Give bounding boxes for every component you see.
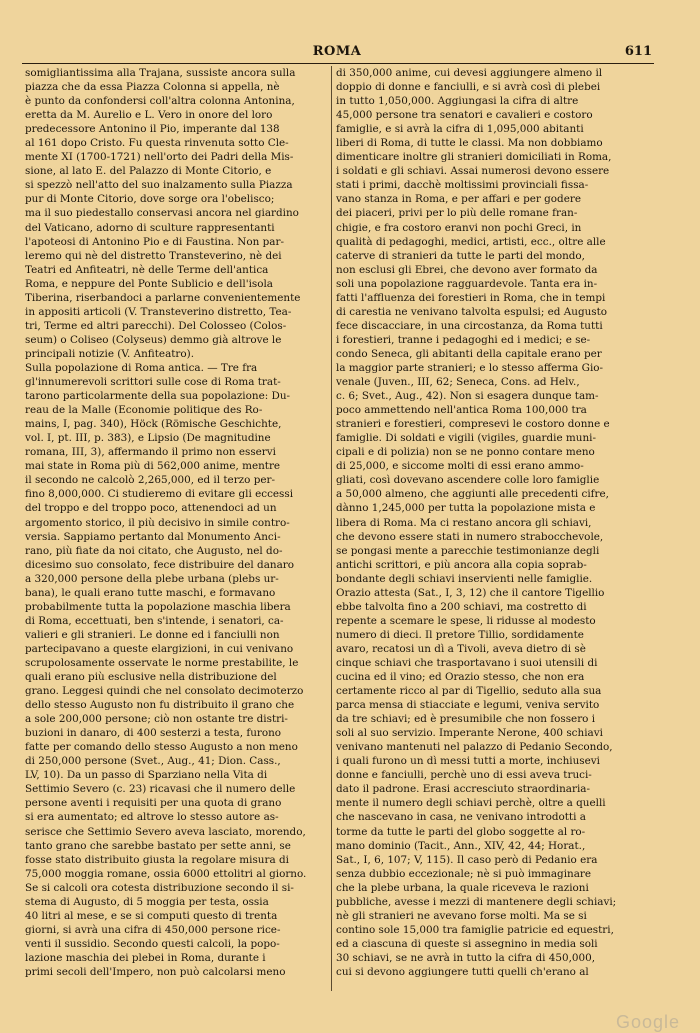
text-line: mano dominio (Tacit., Ann., XIV, 42, 44; Horat., — [336, 839, 586, 852]
text-line: tarono particolarmente della sua popolazione: Du- — [25, 390, 291, 403]
text-line: condo Seneca, gli abitanti della capitale erano per — [336, 347, 602, 360]
text-line: ed a ciascuna di queste si assegnino in media soli — [336, 937, 598, 950]
header-rule — [22, 63, 654, 64]
text-line: che devono essere stati in numero strabocchevole, — [336, 530, 604, 543]
text-line: in appositi articoli (V. Transteverino distretto, Tea- — [25, 305, 292, 318]
text-line: stati i primi, dacchè moltissimi provinciali fissa- — [336, 179, 589, 192]
text-line: quali erano più esclusive nella distribuzione del — [25, 671, 277, 684]
text-line: caterve di stranieri da tutte le parti del mondo, — [336, 249, 585, 262]
text-line: primi secoli dell'Impero, non può calcolarsi meno — [25, 966, 286, 978]
text-line: mains, I, pag. 340), Höck (Römische Geschichte, — [25, 418, 282, 431]
text-line: dànno 1,245,000 per tutta la popolazione mista e — [336, 502, 596, 515]
text-line: LV, 10). Da un passo di Sparziano nella Vita di — [25, 769, 268, 782]
text-line: fece discacciare, in una circostanza, da Roma tutti — [336, 319, 603, 332]
text-line: sione, al lato E. del Palazzo di Monte Citorio, e — [25, 165, 272, 178]
text-line: versia. Sappiamo pertanto dal Monumento Anci- — [25, 530, 281, 543]
text-line: che la plebe urbana, la quale riceveva le razioni — [336, 881, 589, 894]
text-line: tanto grano che sarebbe bastato per sette anni, se — [25, 839, 291, 852]
watermark: Google — [615, 1012, 680, 1032]
text-line: antichi scrittori, e più ancora alla copia soprab- — [336, 558, 587, 571]
page-header — [22, 42, 652, 62]
text-line: il secondo ne calcolò 2,265,000, ed il terzo per- — [25, 474, 275, 487]
text-line: donne e fanciulli, perchè uno di essi aveva truci- — [336, 769, 592, 782]
text-line: lazione maschia dei plebei in Roma, durante i — [25, 951, 266, 964]
text-line: dei piaceri, privi per lo più delle romane fran- — [336, 207, 578, 220]
text-line: reau de la Malle (Economie politique des Ro- — [25, 404, 263, 417]
text-line: giorni, si avrà una cifra di 450,000 persone rice- — [25, 923, 281, 936]
text-line: predecessore Antonino il Pio, imperante dal 138 — [25, 123, 280, 136]
text-line: 45,000 persone tra senatori e cavalieri e costoro — [336, 109, 593, 122]
text-line: di Roma, eccettuati, ben s'intende, i senatori, ca- — [25, 614, 284, 627]
text-line: contino sole 15,000 tra famiglie patricie ed equestri, — [336, 923, 614, 936]
text-line: valieri e gli stranieri. Le donne ed i fanciulli non — [25, 628, 280, 641]
text-line: venti il sussidio. Secondo questi calcoli, la popo- — [25, 937, 280, 950]
text-line: cui si devono aggiungere tutti quelli ch'erano al — [336, 966, 589, 978]
text-line: scrupolosamente osservate le norme prestabilite, le — [25, 656, 299, 669]
text-line: al 161 dopo Cristo. Fu questa rinvenuta sotto Cle- — [25, 137, 289, 150]
text-line: avaro, recatosi un dì a Tivoli, aveva dietro di sè — [336, 642, 586, 655]
text-line: somigliantissima alla Trajana, sussiste ancora sulla — [25, 67, 296, 79]
text-line: in tutto 1,050,000. Aggiungasi la cifra di altre — [336, 95, 579, 108]
text-line: ma il suo piedestallo conservasi ancora nel giardino — [25, 207, 299, 220]
text-line: venivano mantenuti nel palazzo di Pedanio Secondo, — [336, 741, 613, 754]
text-line: soli una popolazione ragguardevole. Tanta era in- — [336, 277, 598, 290]
text-line: Orazio attesta (Sat., I, 3, 12) che il cantore Tigellio — [336, 586, 605, 599]
text-line: i forestieri, tranne i pedagoghi ed i medici; e se- — [336, 333, 591, 346]
text-line: 30 schiavi, se ne avrà in tutto la cifra di 450,000, — [336, 951, 596, 964]
text-line: 75,000 moggia romane, ossia 6000 ettolitri al giorno. — [25, 867, 307, 880]
text-line: c. 6; Svet., Aug., 42). Non si esagera dunque tam- — [336, 390, 599, 403]
text-line: Roma, e neppure del Ponte Sublicio e dell'isola — [25, 277, 274, 290]
text-line: Sulla popolazione di Roma antica. — Tre fra — [25, 361, 258, 374]
text-line: l'apoteosi di Antonino Pio e di Faustina. Non par- — [25, 235, 284, 248]
text-line: numero di dieci. Il pretore Tillio, sordidamente — [336, 628, 584, 641]
text-line: vol. I, pt. III, p. 383), e Lipsio (De magnitudine — [25, 432, 271, 445]
text-line: dello stesso Augusto non fu distribuito il grano che — [25, 699, 295, 712]
text-line: gliati, così dovevano ascendere colle loro famiglie — [336, 474, 600, 487]
text-line: cipali e di polizia) non se ne ponno contare meno — [336, 446, 595, 459]
text-line: Settimio Severo (c. 23) ricavasi che il numero delle — [25, 783, 296, 796]
text-line: cucina ed il vino; ed Orazio stesso, che non era — [336, 671, 585, 684]
text-line: tri, Terme ed altri parecchi). Del Colosseo (Colos- — [25, 319, 287, 332]
text-line: stranieri e forestieri, compresevi le costoro donne e — [336, 418, 610, 431]
text-line: i soldati e gli schiavi. Assai numerosi devono essere — [336, 165, 610, 178]
text-line: leremo qui nè del distretto Transteverino, nè dei — [25, 249, 282, 262]
text-line: di carestia ne venivano talvolta espulsi; ed Augusto — [336, 305, 608, 318]
text-line: poco ammettendo nell'antica Roma 100,000 tra — [336, 404, 587, 417]
text-line: del troppo e del troppo poco, attenendoci ad un — [25, 502, 277, 515]
text-line: famiglie. Di soldati e vigili (vigiles, guardie muni- — [336, 432, 596, 445]
text-line: probabilmente tutta la popolazione maschia libera — [25, 600, 291, 613]
text-line: mai state in Roma più di 562,000 anime, mentre — [25, 460, 281, 473]
text-line: libera di Roma. Ma ci restano ancora gli schiavi, — [336, 516, 592, 529]
text-line: bondante degli schiavi inservienti nelle famiglie. — [336, 572, 593, 585]
text-line: a sole 200,000 persone; ciò non ostante tre distri- — [25, 713, 288, 726]
text-line: soli al suo servizio. Imperante Nerone, 400 schiavi — [336, 727, 603, 740]
text-line: pubbliche, avesse i mezzi di mantenere degli schiavi; — [336, 895, 617, 908]
text-line: se pongasi mente a parecchie testimonianze degli — [336, 544, 600, 557]
text-line: fosse stato distribuito giusta la regolare misura di — [25, 853, 289, 866]
text-line: piazza che da essa Piazza Colonna si appella, nè — [25, 81, 280, 94]
text-line: repente a scemare le spese, li ridusse al modesto — [336, 614, 596, 627]
text-line: fatte per comando dello stesso Augusto a non meno — [25, 741, 298, 754]
text-line: stema di Augusto, di 5 moggia per testa, ossia — [25, 895, 269, 908]
left-column — [25, 66, 327, 991]
text-line: Teatri ed Anfiteatri, nè delle Terme dell'antica — [25, 263, 269, 276]
text-line: mente il numero degli schiavi perchè, oltre a quelli — [336, 797, 606, 810]
text-line: liberi di Roma, di tutte le classi. Ma non dobbiamo — [336, 137, 603, 150]
text-line: la maggior parte stranieri; e lo stesso afferma Gio- — [336, 361, 604, 374]
text-line: buzioni in danaro, di 400 sesterzi a testa, furono — [25, 727, 282, 740]
text-line: fino 8,000,000. Ci studieremo di evitare gli eccessi — [25, 488, 294, 501]
text-line: dimenticare inoltre gli stranieri domiciliati in Roma, — [336, 151, 612, 164]
text-line: è punto da confondersi coll'altra colonna Antonina, — [25, 95, 295, 108]
text-line: certamente ricco al par di Tigellio, seduto alla sua — [336, 685, 602, 698]
text-line: qualità di pedagoghi, medici, artisti, ecc., oltre alle — [336, 235, 606, 248]
text-line: doppio di donne e fanciulli, e si avrà così di plebei — [336, 81, 601, 94]
text-line: del Vaticano, adorno di sculture rappresentanti — [25, 221, 275, 234]
text-line: a 50,000 almeno, che aggiunti alle precedenti cifre, — [336, 488, 609, 501]
text-line: nè gli stranieri ne avevano forse molti. Ma se si — [336, 909, 587, 922]
page-number: 611 — [624, 44, 652, 59]
text-line: Se si calcoli ora cotesta distribuzione secondo il si- — [25, 881, 294, 894]
text-line: rano, più fiate da noi citato, che Augusto, nel do- — [25, 544, 283, 557]
text-line: mente XI (1700-1721) nell'orto dei Padri della Mis- — [25, 151, 294, 164]
text-line: dicesimo suo consolato, fece distribuire del danaro — [25, 558, 295, 571]
right-column — [336, 66, 640, 991]
text-line: partecipavano a queste elargizioni, in cui venivano — [25, 642, 294, 655]
text-line: Tiberina, riserbandoci a parlarne convenientemente — [25, 291, 301, 304]
text-line: persone aventi i requisiti per una quota di grano — [25, 797, 282, 810]
text-line: fatti l'affluenza dei forestieri in Roma, che in tempi — [336, 291, 606, 304]
text-line: senza dubbio eccezionale; nè si può immaginare — [336, 867, 592, 880]
text-line: gl'innumerevoli scrittori sulle cose di Roma trat- — [25, 376, 281, 389]
text-line: seum) o Coliseo (Colyseus) demmo già altrove le — [25, 333, 282, 346]
text-line: cinque schiavi che trasportavano i suoi utensili di — [336, 656, 598, 669]
text-line: non esclusi gli Ebrei, che devono aver formato da — [336, 263, 598, 276]
text-line: si era aumentato; ed altrove lo stesso autore as- — [25, 811, 279, 824]
text-line: bana), le quali erano tutte maschi, e formavano — [25, 586, 276, 599]
text-line: torme da tutte le parti del globo soggette al ro- — [336, 825, 586, 838]
text-line: famiglie, e si avrà la cifra di 1,095,000 abitanti — [336, 123, 584, 136]
text-line: Sat., I, 6, 107; V, 115). Il caso però di Pedanio era — [336, 853, 598, 866]
text-line: chigie, e fra costoro eranvi non pochi Greci, in — [336, 221, 582, 234]
text-line: dato il padrone. Erasi accresciuto straordinaria- — [336, 783, 591, 796]
text-line: vano stanza in Roma, e per affari e per godere — [336, 193, 581, 206]
text-line: venale (Juven., III, 62; Seneca, Cons. ad Helv., — [336, 376, 580, 389]
text-line: si spezzò nell'atto del suo inalzamento sulla Piazza — [25, 179, 293, 192]
text-line: eretta da M. Aurelio e L. Vero in onore del loro — [25, 109, 273, 122]
text-line: da tre schiavi; ed è presumibile che non fossero i — [336, 713, 596, 726]
text-line: a 320,000 persone della plebe urbana (plebs ur- — [25, 572, 279, 585]
text-line: i quali furono un dì messi tutti a morte, inchiusevi — [336, 755, 600, 768]
text-line: di 250,000 persone (Svet., Aug., 41; Dion. Cass., — [25, 755, 281, 768]
text-line: che nascevano in casa, ne venivano introdotti a — [336, 811, 586, 824]
text-line: romana, III, 3), affermando il primo non esservi — [25, 446, 276, 459]
text-line: di 350,000 anime, cui devesi aggiungere almeno il — [336, 67, 603, 79]
text-line: argomento storico, il più decisivo in simile contro- — [25, 516, 290, 529]
running-title: ROMA — [312, 44, 362, 59]
text-line: grano. Leggesi quindi che nel consolato decimoterzo — [25, 685, 304, 698]
text-line: principali notizie (V. Anfiteatro). — [25, 347, 195, 360]
text-line: 40 litri al mese, e se si computi questo di trenta — [25, 909, 278, 922]
column-divider — [331, 66, 332, 991]
text-line: ebbe talvolta fino a 200 schiavi, ma costretto di — [336, 600, 587, 613]
text-line: di 25,000, e siccome molti di essi erano ammo- — [336, 460, 584, 473]
text-line: serisce che Settimio Severo aveva lasciato, morendo, — [25, 825, 306, 838]
text-line: parca mensa di stiacciate e legumi, veniva servito — [336, 699, 600, 712]
text-line: pur di Monte Citorio, dove sorge ora l'obelisco; — [25, 193, 275, 206]
